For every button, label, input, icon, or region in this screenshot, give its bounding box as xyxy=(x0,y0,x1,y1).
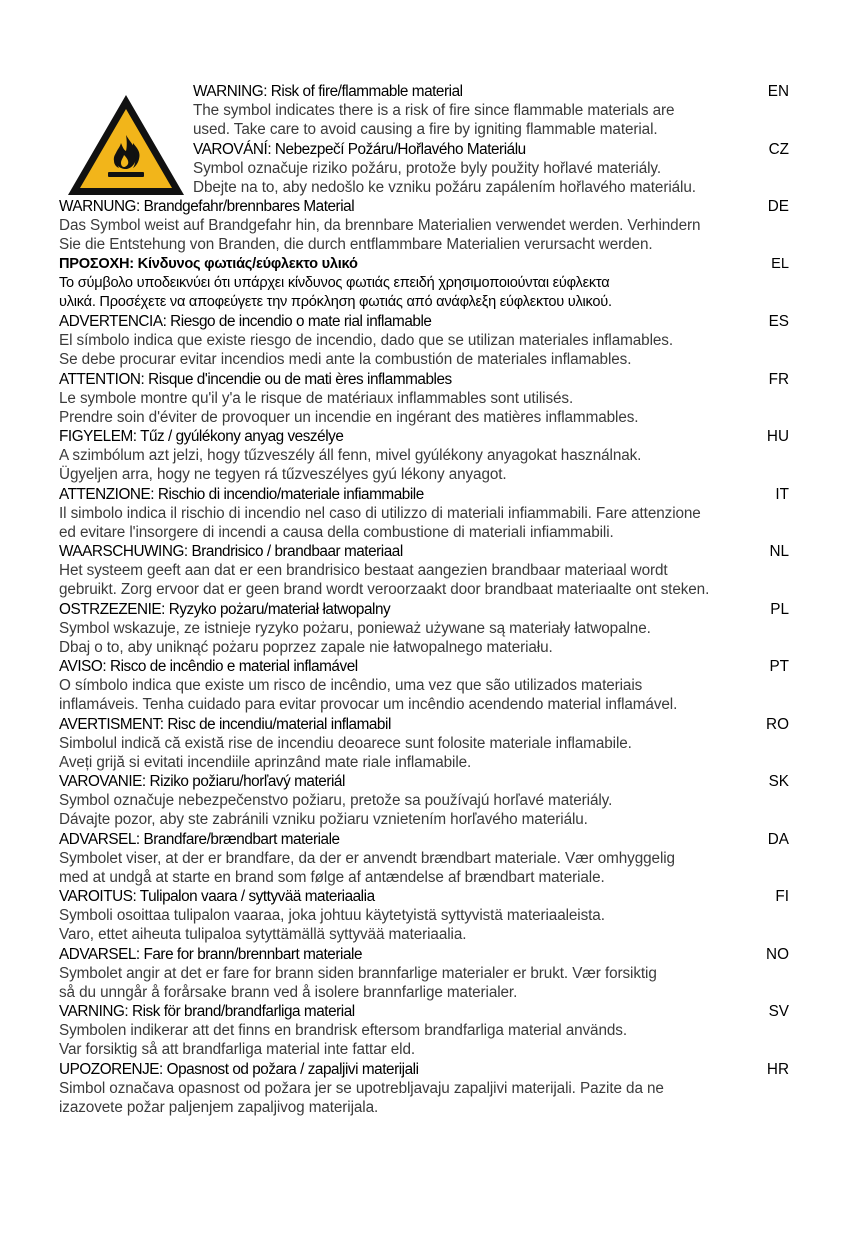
section-heading xyxy=(59,485,789,504)
body-line: used. Take care to avoid causing a fire by igniting flammable material. xyxy=(193,121,658,139)
heading-text: ADVARSEL: Brandfare/brændbart materiale xyxy=(59,830,340,848)
language-code: FI xyxy=(775,888,789,905)
language-code: NL xyxy=(769,543,789,560)
body-line: gebruikt. Zorg ervoor dat er geen brand wordt veroorzaakt door brandbaat materiaalte ont steken. xyxy=(59,581,710,599)
body-line: Das Symbol weist auf Brandgefahr hin, da brennbare Materialien verwendet werden. Verhindern xyxy=(59,217,701,234)
body-line: Το σύμβολο υποδεικνύει ότι υπάρχει κίνδυνος φωτιάς επειδή χρησιμοποιούνται εύφλεκτα xyxy=(59,274,610,291)
section-body xyxy=(193,101,789,139)
section-heading xyxy=(193,140,789,159)
body-line: Symboli osoittaa tulipalon vaaraa, joka johtuu käytetyistä syttyvistä materiaaleista. xyxy=(59,907,605,924)
heading-text: VAROVANIE: Riziko požiaru/horľavý materiál xyxy=(59,773,345,790)
section-es xyxy=(59,312,789,369)
section-ro xyxy=(59,715,789,772)
language-code: HR xyxy=(766,1060,789,1078)
body-line: inflamáveis. Tenha cuidado para evitar provocar um incêndio acendendo material inflamável. xyxy=(59,696,678,714)
section-heading xyxy=(59,1002,789,1021)
section-heading xyxy=(59,427,789,446)
flammable-warning-icon xyxy=(66,93,186,197)
section-body xyxy=(59,734,789,772)
language-code: SV xyxy=(768,1003,789,1020)
section-heading xyxy=(59,715,789,734)
heading-text: WAARSCHUWING: Brandrisico / brandbaar materiaal xyxy=(59,543,403,560)
section-heading xyxy=(59,887,789,906)
section-fr xyxy=(59,370,789,427)
heading-text: AVERTISMENT: Risc de incendiu/material inflamabil xyxy=(59,715,391,733)
section-body xyxy=(59,619,789,657)
heading-text: FIGYELEM: Tűz / gyúlékony anyag veszélye xyxy=(59,428,344,445)
body-line: Le symbole montre qu'il y'a le risque de matériaux inflammables sont utilisés. xyxy=(59,389,574,407)
body-line: El símbolo indica que existe riesgo de incendio, dado que se utilizan materiales inflamables. xyxy=(59,332,673,349)
section-pl xyxy=(59,600,789,657)
section-it xyxy=(59,485,789,542)
body-line: Simbolul indică că există rise de incendiu deoarece sunt folosite materiale inflamabile. xyxy=(59,734,632,752)
section-cz xyxy=(193,140,789,197)
section-da xyxy=(59,830,789,887)
heading-text: VAROVÁNÍ: Nebezpečí Požáru/Hořlavého Materiálu xyxy=(193,140,526,158)
section-en xyxy=(193,82,789,139)
language-code: CZ xyxy=(768,140,789,158)
language-code: SK xyxy=(768,773,789,790)
body-line: ed evitare l'insorgere di incendi a causa della combustione di materiali infiammabili. xyxy=(59,523,614,541)
section-heading xyxy=(193,82,789,101)
section-body xyxy=(59,216,789,254)
heading-text: ΠΡΟΣΟΧΗ: Κίνδυνος φωτιάς/εύφλεκτο υλικό xyxy=(59,255,358,272)
body-line: så du unngår å forårsake brann ved å isolere brannfarlige materialer. xyxy=(59,983,518,1001)
body-line: Simbol označava opasnost od požara jer se upotrebljavaju zapaljivi materijali. Pazite da ne xyxy=(59,1079,664,1097)
section-de xyxy=(59,197,789,254)
heading-text: WARNING: Risk of fire/flammable material xyxy=(193,83,463,100)
section-body xyxy=(59,676,789,714)
language-code: PL xyxy=(770,600,789,618)
language-code: FR xyxy=(768,370,789,388)
heading-text: VARNING: Risk för brand/brandfarliga material xyxy=(59,1003,355,1020)
section-heading xyxy=(59,312,789,331)
section-body xyxy=(59,446,789,484)
language-code: EL xyxy=(771,255,789,272)
section-body xyxy=(59,791,789,829)
section-heading xyxy=(59,370,789,389)
body-line: Dbejte na to, aby nedošlo ke vzniku požáru zapálením hořlavého materiálu. xyxy=(193,178,696,196)
heading-text: VAROITUS: Tulipalon vaara / syttyvää materiaalia xyxy=(59,888,375,905)
body-line: Symbolen indikerar att det finns en brandrisk eftersom brandfarliga material används. xyxy=(59,1022,627,1039)
section-fi xyxy=(59,887,789,944)
section-heading xyxy=(59,657,789,676)
section-hu xyxy=(59,427,789,484)
body-line: Aveți grijă si evitati incendiile aprinzând mate riale inflamabile. xyxy=(59,753,472,771)
body-line: Se debe procurar evitar incendios medi ante la combustión de materiales inflamables. xyxy=(59,351,632,369)
section-body xyxy=(59,331,789,369)
heading-text: UPOZORENJE: Opasnost od požara / zapaljivi materijali xyxy=(59,1060,419,1078)
section-sk xyxy=(59,772,789,829)
language-code: ES xyxy=(768,313,789,330)
section-body xyxy=(59,849,789,887)
body-line: Symbolet angir at det er fare for brann siden brannfarlige materialer er brukt. Vær forsiktig xyxy=(59,964,657,982)
section-body xyxy=(59,504,789,542)
language-code: EN xyxy=(767,83,789,100)
section-heading xyxy=(59,772,789,791)
section-heading xyxy=(59,542,789,561)
body-line: Symbol wskazuje, ze istnieje ryzyko pożaru, ponieważ używane są materiały łatwopalne. xyxy=(59,619,651,637)
language-code: DE xyxy=(767,198,789,215)
section-heading xyxy=(59,255,789,274)
section-body xyxy=(59,561,789,599)
body-line: Il simbolo indica il rischio di incendio nel caso di utilizzo di materiali infiammabili. Fare attenzione xyxy=(59,504,701,522)
section-sv xyxy=(59,1002,789,1059)
language-code: NO xyxy=(766,945,789,963)
heading-text: WARNUNG: Brandgefahr/brennbares Material xyxy=(59,198,355,215)
language-code: PT xyxy=(769,658,789,675)
heading-text: AVISO: Risco de incêndio e material inflamável xyxy=(59,658,358,675)
body-line: Varo, ettet aiheuta tulipaloa sytyttämällä syttyvää materiaalia. xyxy=(59,926,467,944)
body-line: Sie die Entstehung von Branden, die durch entflammbare Materialien verursacht werden. xyxy=(59,236,653,254)
body-line: Het systeem geeft aan dat er een brandrisico bestaat aangezien brandbaar materiaal wordt xyxy=(59,562,668,579)
body-line: Symbolet viser, at der er brandfare, da der er anvendt brændbart materiale. Vær omhyggelig xyxy=(59,849,675,867)
heading-text: ADVARSEL: Fare for brann/brennbart materiale xyxy=(59,945,363,963)
body-line: Dbaj o to, aby uniknąć pożaru poprzez zapale nie łatwopalnego materiału. xyxy=(59,638,553,656)
language-code: DA xyxy=(767,830,789,848)
section-body xyxy=(193,159,789,197)
body-line: O símbolo indica que existe um risco de incêndio, uma vez que são utilizados materiais xyxy=(59,677,643,694)
body-line: izazovete požar paljenjem zapaljivog materijala. xyxy=(59,1098,379,1116)
section-hr xyxy=(59,1060,789,1117)
body-line: Dávajte pozor, aby ste zabránili vzniku požiaru vznietením horľavého materiálu. xyxy=(59,811,588,829)
heading-text: ATTENTION: Risque d'incendie ou de mati ères inflammables xyxy=(59,370,452,388)
section-heading xyxy=(59,830,789,849)
language-code: HU xyxy=(766,428,789,445)
section-no xyxy=(59,945,789,1002)
heading-text: OSTRZEZENIE: Ryzyko pożaru/materiał łatwopalny xyxy=(59,600,391,618)
body-line: Symbol označuje nebezpečenstvo požiaru, pretože sa používajú horľavé materiály. xyxy=(59,792,613,809)
body-line: Symbol označuje riziko požáru, protože byly použity hořlavé materiály. xyxy=(193,159,661,177)
heading-text: ADVERTENCIA: Riesgo de incendio o mate rial inflamable xyxy=(59,313,432,330)
body-line: A szimbólum azt jelzi, hogy tűzveszély áll fenn, mivel gyúlékony anyagokat használnak. xyxy=(59,447,642,464)
section-el xyxy=(59,255,789,312)
language-code: RO xyxy=(766,715,789,733)
section-body xyxy=(59,906,789,944)
section-heading xyxy=(59,600,789,619)
section-heading xyxy=(59,1060,789,1079)
body-line: Ügyeljen arra, hogy ne tegyen rá tűzveszélyes gyú lékony anyagot. xyxy=(59,466,507,484)
section-body xyxy=(59,1079,789,1117)
body-line: The symbol indicates there is a risk of fire since flammable materials are xyxy=(193,102,675,119)
heading-text: ATTENZIONE: Rischio di incendio/materiale infiammabile xyxy=(59,485,424,503)
section-body xyxy=(59,274,789,312)
body-line: Var forsiktig så att brandfarliga material inte fattar eld. xyxy=(59,1041,416,1059)
section-nl xyxy=(59,542,789,599)
body-line: med at undgå at starte en brand som følge af antændelse af brændbart materiale. xyxy=(59,868,605,886)
section-heading xyxy=(59,197,789,216)
section-body xyxy=(59,964,789,1002)
section-body xyxy=(59,389,789,427)
section-body xyxy=(59,1021,789,1059)
language-code: IT xyxy=(775,485,789,503)
body-line: Prendre soin d'éviter de provoquer un incendie en ingérant des matières inflammables. xyxy=(59,408,639,426)
body-line: υλικά. Προσέχετε να αποφεύγετε την πρόκληση φωτιάς από ανάφλεξη εύφλεκτου υλικού. xyxy=(59,293,612,310)
section-pt xyxy=(59,657,789,714)
section-heading xyxy=(59,945,789,964)
